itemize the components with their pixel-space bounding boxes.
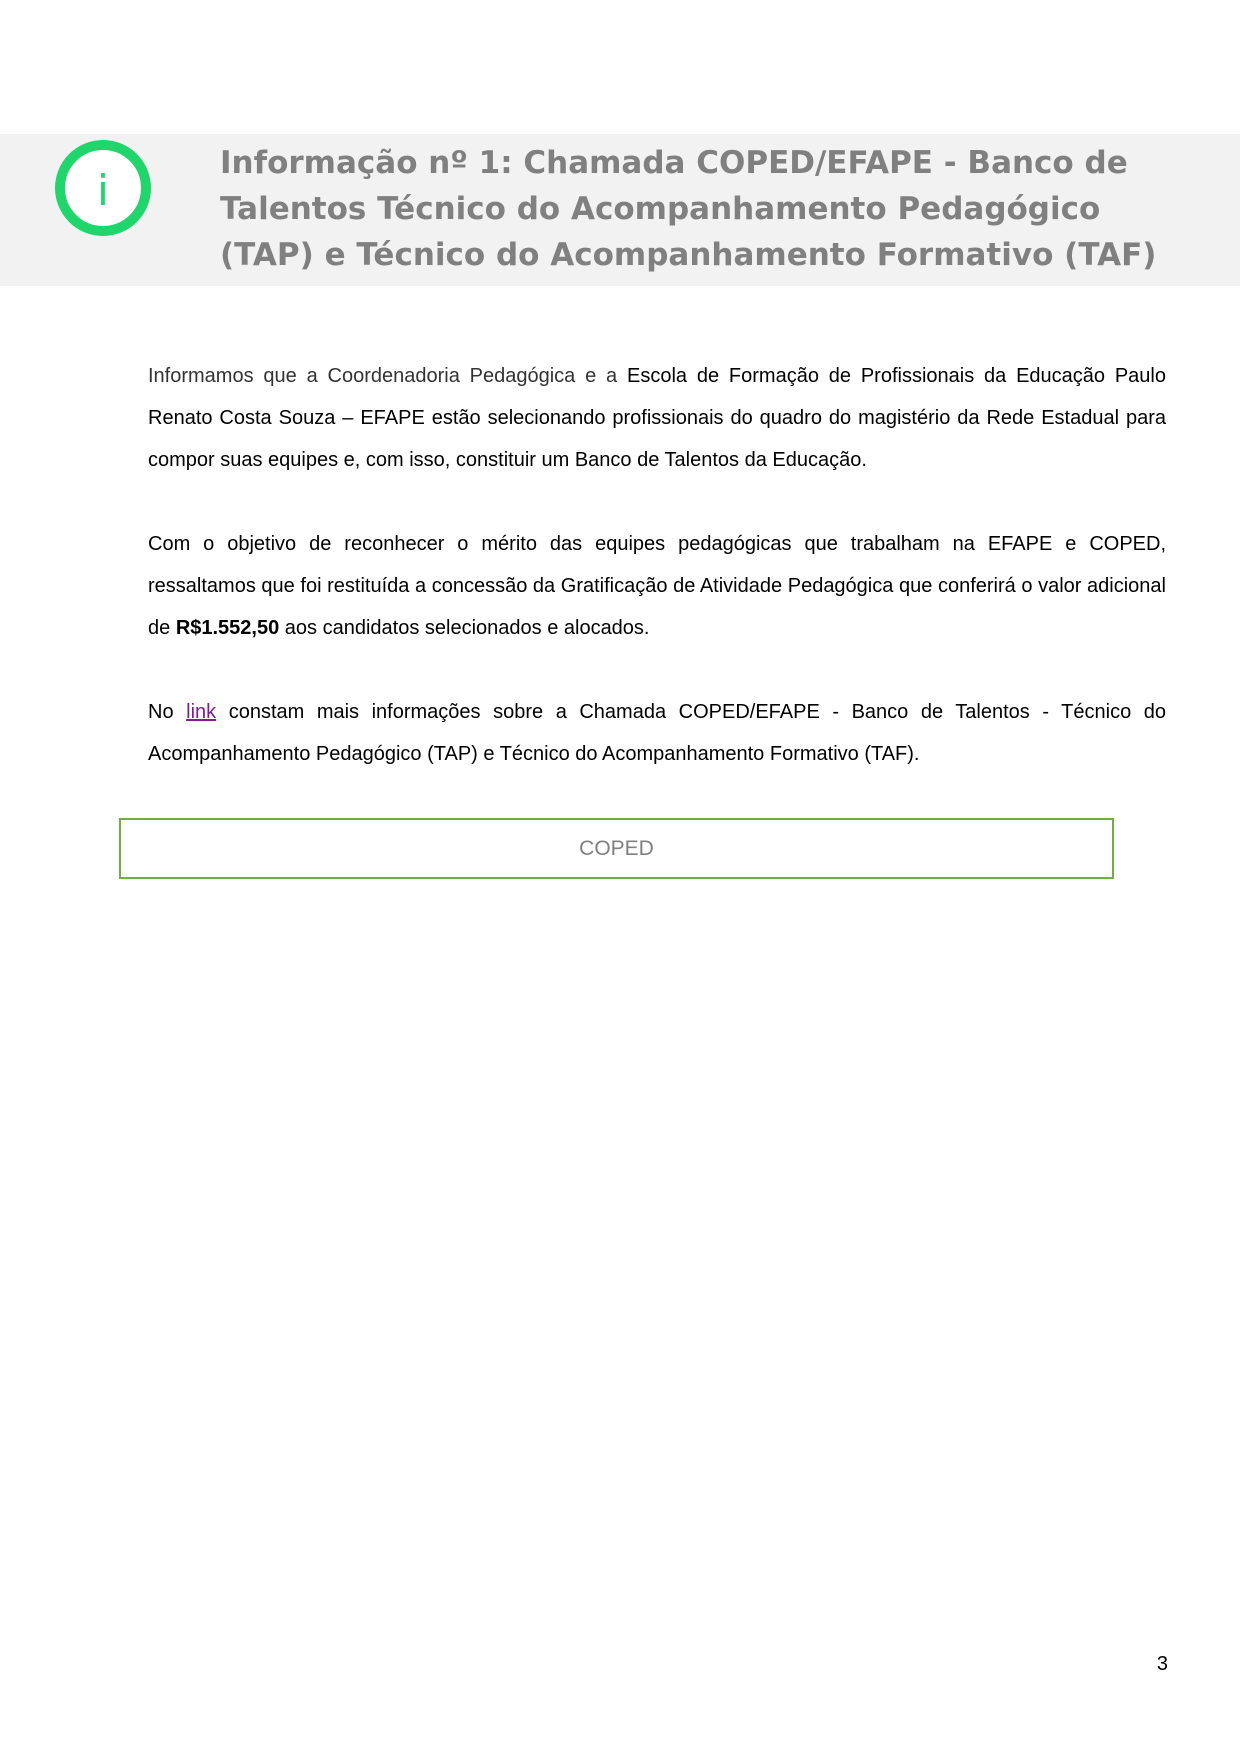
info-icon-glyph: i bbox=[97, 166, 109, 215]
coped-label: COPED bbox=[579, 836, 654, 860]
paragraph-gratification bbox=[148, 523, 1166, 649]
paragraph-gratification-text: Com o objetivo de reconhecer o mérito das equipes pedagógicas que trabalham na EFAPE e COPED, ressaltamos que foi restituída a concessão da Gratificação de Atividade Pedagógica que conferirá o valor adicional de bbox=[148, 533, 1166, 639]
gratification-amount: R$1.552,50 bbox=[175, 617, 280, 639]
page-title: Informação nº 1: Chamada COPED/EFAPE - Banco de Talentos Técnico do Acompanhamento Pedagógico (TAP) e Técnico do Acompanhamento Formativo (TAF) bbox=[220, 145, 1157, 273]
paragraph-gratification-end: aos candidatos selecionados e alocados. bbox=[279, 617, 650, 639]
coped-signature-box bbox=[119, 818, 1114, 879]
paragraph-link-start: No bbox=[148, 701, 187, 723]
info-icon bbox=[54, 139, 152, 237]
page-number: 3 bbox=[1156, 1653, 1168, 1675]
paragraph-intro-rest: Escola de Formação de Profissionais da Educação Paulo Renato Costa Souza – EFAPE estão selecionando profissionais do quadro do magistério da Rede Estadual para compor suas equipes e, com isso, constituir um Banco de Talentos da Educação. bbox=[148, 365, 1166, 471]
paragraph-intro-lead: Informamos que a Coordenadoria Pedagógica e a bbox=[148, 365, 618, 387]
paragraph-link bbox=[148, 691, 1166, 775]
more-info-link[interactable]: link bbox=[186, 701, 217, 723]
paragraph-intro bbox=[148, 355, 1166, 481]
paragraph-link-end: constam mais informações sobre a Chamada COPED/EFAPE - Banco de Talentos - Técnico do Acompanhamento Pedagógico (TAP) e Técnico do Acompanhamento Formativo (TAF). bbox=[148, 701, 1166, 765]
